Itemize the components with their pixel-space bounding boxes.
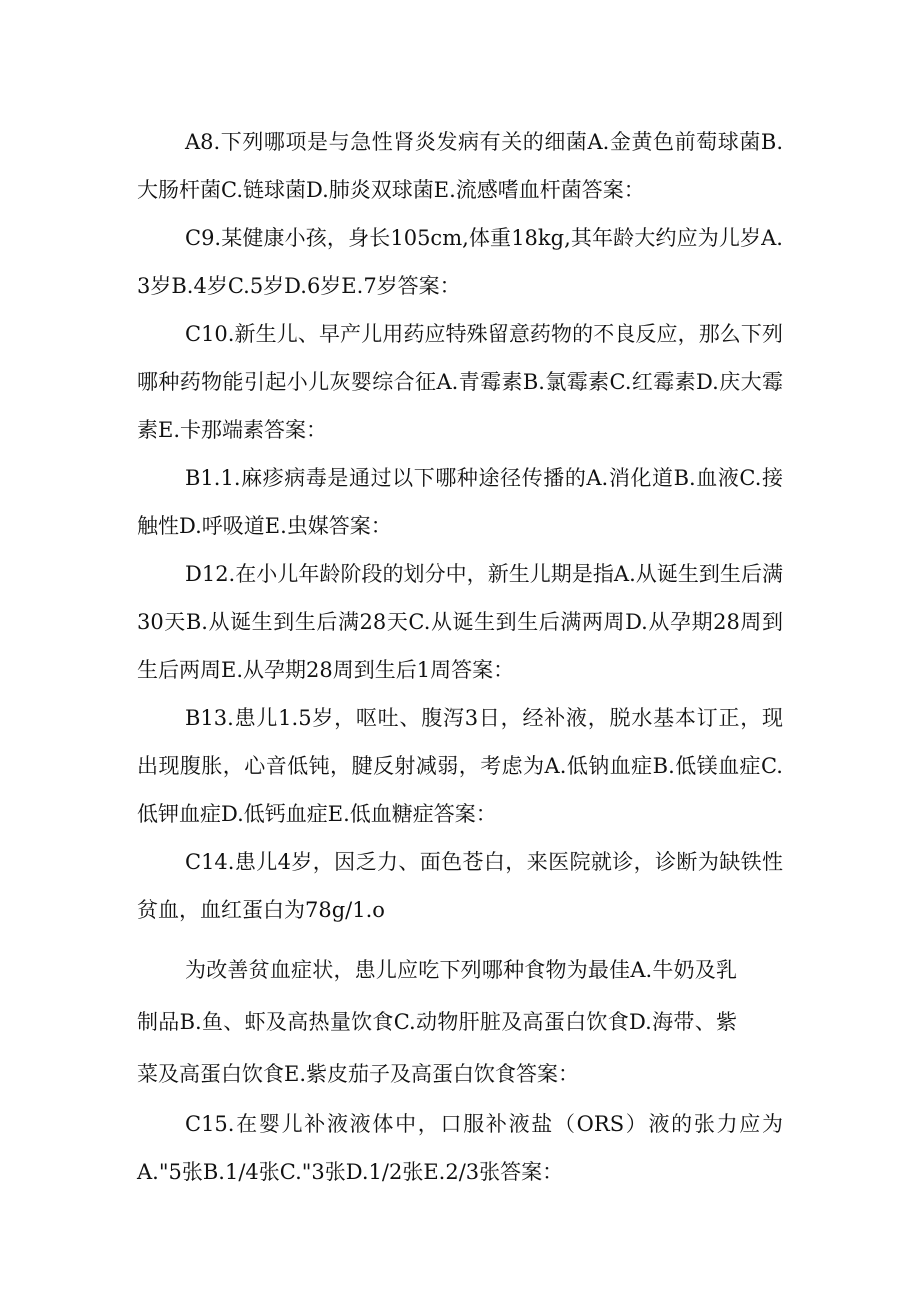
question-b11: B1.1.麻疹病毒是通过以下哪种途径传播的A.消化道B.血液C.接触性D.呼吸道E.虫媒答案：: [137, 466, 783, 538]
question-c14: C14.患儿4岁，因乏力、面色苍白，来医院就诊，诊断为缺铁性贫血，血红蛋白为78g/1.o: [137, 850, 783, 922]
question-d12: D12.在小儿年龄阶段的划分中，新生儿期是指A.从诞生到生后满30天B.从诞生到生后满28天C.从诞生到生后满两周D.从孕期28周到生后两周E.从孕期28周到生后1周答案：: [137, 562, 783, 682]
question-c15: C15.在婴儿补液液体中，口服补液盐（ORS）液的张力应为A."5张B.1/4张C."3张D.1/2张E.2/3张答案：: [137, 1112, 783, 1184]
question-a8: A8.下列哪项是与急性肾炎发病有关的细菌A.金黄色前萄球菌B.大肠杆菌C.链球菌D.肺炎双球菌E.流感嗜血杆菌答案：: [137, 130, 783, 202]
question-b13: B13.患儿1.5岁，呕吐、腹泻3日，经补液，脱水基本订正，现出现腹胀，心音低钝，腱反射减弱，考虑为A.低钠血症B.低镁血症C.低钾血症D.低钙血症E.低血糖症答案：: [137, 706, 783, 826]
question-c14-continued: 为改善贫血症状，患儿应吃下列哪种食物为最佳A.牛奶及乳制品B.鱼、虾及高热量饮食C.动物肝脏及高蛋白饮食D.海带、紫菜及高蛋白饮食E.紫皮茄子及高蛋白饮食答案：: [137, 958, 737, 1086]
question-c10: C10.新生儿、早产儿用药应特殊留意药物的不良反应，那么下列哪种药物能引起小儿灰婴综合征A.青霉素B.氯霉素C.红霉素D.庆大霉素E.卡那端素答案：: [137, 322, 783, 442]
question-c9: C9.某健康小孩，身长105cm,体重18kg,其年龄大约应为儿岁A.3岁B.4岁C.5岁D.6岁E.7岁答案：: [137, 226, 783, 298]
